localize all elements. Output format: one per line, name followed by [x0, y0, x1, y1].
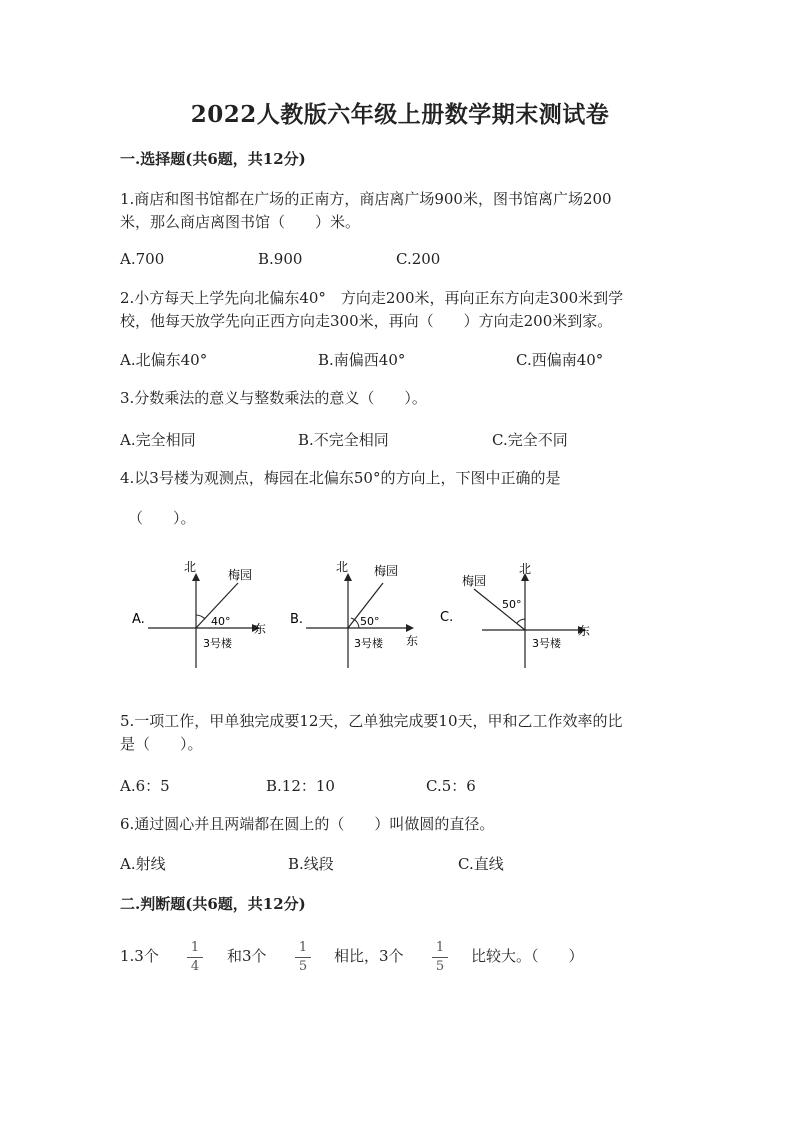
q1-option-b: B.900 — [258, 250, 303, 268]
q6-option-c: C.直线 — [458, 855, 504, 873]
q2-option-a: A.北偏东40° — [120, 351, 208, 369]
panel-a-origin: 3号楼 — [203, 637, 232, 650]
panel-a-angle: 40° — [211, 615, 231, 628]
judge-q1-part2: 和3个 — [227, 947, 267, 965]
q2-text-line2: 校，他每天放学先向正西方向走300米，再向（ ）方向走200米到家。 — [120, 312, 613, 330]
q5-option-b: B.12：10 — [266, 777, 335, 795]
fraction-one-quarter — [187, 940, 203, 975]
figure-panel-c — [440, 562, 590, 668]
panel-b-north: 北 — [336, 560, 349, 574]
judge-q1-part1: 1.3个 — [120, 947, 159, 965]
fraction-one-fifth — [295, 940, 311, 975]
q3-option-c: C.完全不同 — [492, 431, 568, 449]
fraction-numerator: 1 — [435, 940, 445, 955]
panel-c-label: C. — [440, 610, 454, 625]
panel-a-target: 梅园 — [228, 568, 253, 582]
fraction-one-fifth-second — [432, 940, 448, 975]
q3-option-b: B.不完全相同 — [298, 431, 389, 449]
panel-a-north: 北 — [184, 560, 197, 574]
panel-b-label: B. — [290, 612, 304, 627]
q5-text-line2: 是（ ）。 — [120, 735, 203, 753]
panel-c-east: 东 — [578, 624, 591, 638]
panel-a-east: 东 — [254, 622, 267, 636]
fraction-numerator: 1 — [190, 940, 200, 955]
page-title: 2022人教版六年级上册数学期末测试卷 — [190, 101, 610, 128]
q6-option-a: A.射线 — [120, 855, 166, 873]
q2-option-c: C.西偏南40° — [516, 351, 604, 369]
q4-text-line1: 4.以3号楼为观测点，梅园在北偏东50°的方向上，下图中正确的是 — [120, 469, 561, 487]
panel-c-target: 梅园 — [462, 574, 487, 588]
panel-c-north: 北 — [519, 562, 532, 576]
q2-option-b: B.南偏西40° — [318, 351, 406, 369]
fraction-denominator: 5 — [298, 959, 308, 974]
q4-direction-figure — [120, 555, 600, 680]
q1-text-line1: 1.商店和图书馆都在广场的正南方，商店离广场900米，图书馆离广场200 — [120, 190, 612, 208]
panel-b-target: 梅园 — [374, 564, 399, 578]
panel-c-origin: 3号楼 — [532, 637, 561, 650]
figure-panel-b — [290, 560, 418, 668]
panel-b-origin: 3号楼 — [354, 637, 383, 650]
fraction-denominator: 5 — [435, 959, 445, 974]
q4-text-line2: （ ）。 — [128, 509, 196, 527]
panel-a-label: A. — [132, 612, 145, 627]
judge-q1-part3: 相比，3个 — [334, 947, 404, 965]
judge-q1-part4: 比较大。（ ） — [471, 947, 584, 965]
q5-option-c: C.5：6 — [426, 777, 476, 795]
panel-b-angle: 50° — [360, 615, 380, 628]
panel-b-east: 东 — [406, 634, 419, 648]
section-heading-choice: 一.选择题(共6题，共12分) — [120, 150, 306, 168]
q5-option-a: A.6：5 — [120, 777, 170, 795]
q2-text-line1: 2.小方每天上学先向北偏东40° 方向走200米，再向正东方向走300米到学 — [120, 289, 624, 307]
fraction-numerator: 1 — [298, 940, 308, 955]
section-heading-judgement: 二.判断题(共6题，共12分) — [120, 895, 306, 913]
q1-text-line2: 米，那么商店离图书馆（ ）米。 — [120, 213, 361, 231]
q1-option-c: C.200 — [396, 250, 441, 268]
fraction-denominator: 4 — [190, 959, 200, 974]
panel-c-angle: 50° — [502, 598, 522, 611]
q3-option-a: A.完全相同 — [120, 431, 196, 449]
q3-text: 3.分数乘法的意义与整数乘法的意义（ ）。 — [120, 389, 427, 407]
q1-option-a: A.700 — [120, 250, 165, 268]
figure-panel-a — [132, 560, 266, 668]
q6-option-b: B.线段 — [288, 855, 334, 873]
q6-text: 6.通过圆心并且两端都在圆上的（ ）叫做圆的直径。 — [120, 815, 495, 833]
q5-text-line1: 5.一项工作，甲单独完成要12天，乙单独完成要10天，甲和乙工作效率的比 — [120, 712, 623, 730]
